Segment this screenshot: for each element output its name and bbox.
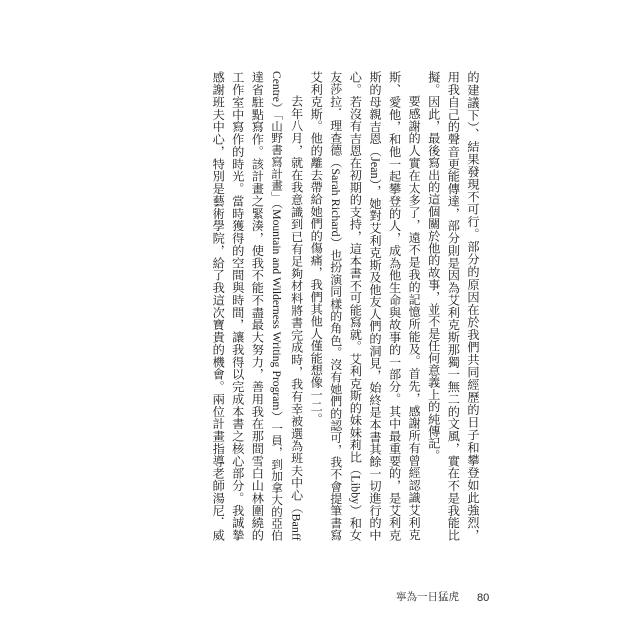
column-text: 友莎拉．理查德（Sarah Richard）也扮演同樣的角色。沒有她們的認可，我不會提筆書寫 [328, 71, 343, 541]
text-column-1 [462, 71, 482, 541]
text-column-12 [247, 71, 267, 541]
text-column-8 [325, 71, 345, 541]
text-column-14 [208, 71, 228, 541]
text-column-7 [345, 71, 365, 541]
column-text: 的建議下）、結果發現不可行。部分的原因在於我們共同經歷的日子和攀登如此強烈， [465, 71, 480, 541]
text-column-11 [266, 71, 286, 541]
column-text: 斯的母親吉恩（Jean），她對艾利克斯及他友人們的洞見，始終是本書其餘一切進行的中 [367, 71, 382, 541]
text-column-9 [306, 71, 326, 541]
column-text: 去年八月，就在我意識到已有足夠材料將書完成時，我有幸被選為班夫中心（Banff [289, 95, 304, 541]
page-number: 80 [477, 592, 490, 604]
column-text: 用我自己的聲音更能傳達，部分則是因為艾利克斯那獨一無二的文風，實在不是我能比 [446, 71, 461, 541]
column-text: 感謝班夫中心，特別是藝術學院，給了我這次寶貴的機會。兩位計畫指導老師湯尼．威 [211, 71, 226, 541]
running-title: 寧為一日猛虎 [396, 592, 459, 603]
text-column-5 [384, 71, 404, 541]
column-text: 達省駐點寫作。該計畫之緊湊，使我不能不盡最大努力，善用我在那間雪白山林圍繞的 [250, 71, 265, 541]
column-text: Centre）「山野書寫計畫」（Mountain and Wilderness Writing Program）一員，到加拿大的亞伯 [269, 71, 283, 541]
text-column-10 [286, 71, 306, 541]
text-column-13 [227, 71, 247, 541]
text-column-2 [443, 71, 463, 541]
column-text: 要感謝的人實在太多了，遠不是我的記憶所能及。首先，感謝所有曾經認識艾利克 [407, 95, 422, 541]
column-text: 擬。因此，最後寫出的這個關於他的故事，並不是任何意義上的純傳記。 [426, 71, 441, 462]
text-column-6 [364, 71, 384, 541]
text-column-4 [404, 71, 424, 541]
column-text: 心。若沒有吉恩在初期的支持，這本書不可能寫就。艾利克斯的妹妹莉比（Libby）和女 [348, 71, 363, 541]
text-column-3 [423, 71, 443, 541]
column-text: 斯、愛他，和他一起攀登的人，成為他生命與故事的一部分。其中最重要的，是艾利克 [387, 71, 402, 541]
column-text: 工作室中寫作的時光。當時獲得的空間與時間，讓我得以完成本書之核心部分。我誠摯 [230, 71, 245, 541]
column-text: 艾利克斯。他的離去帶給她們的傷痛，我們其他人僅能想像一二。 [309, 71, 324, 425]
